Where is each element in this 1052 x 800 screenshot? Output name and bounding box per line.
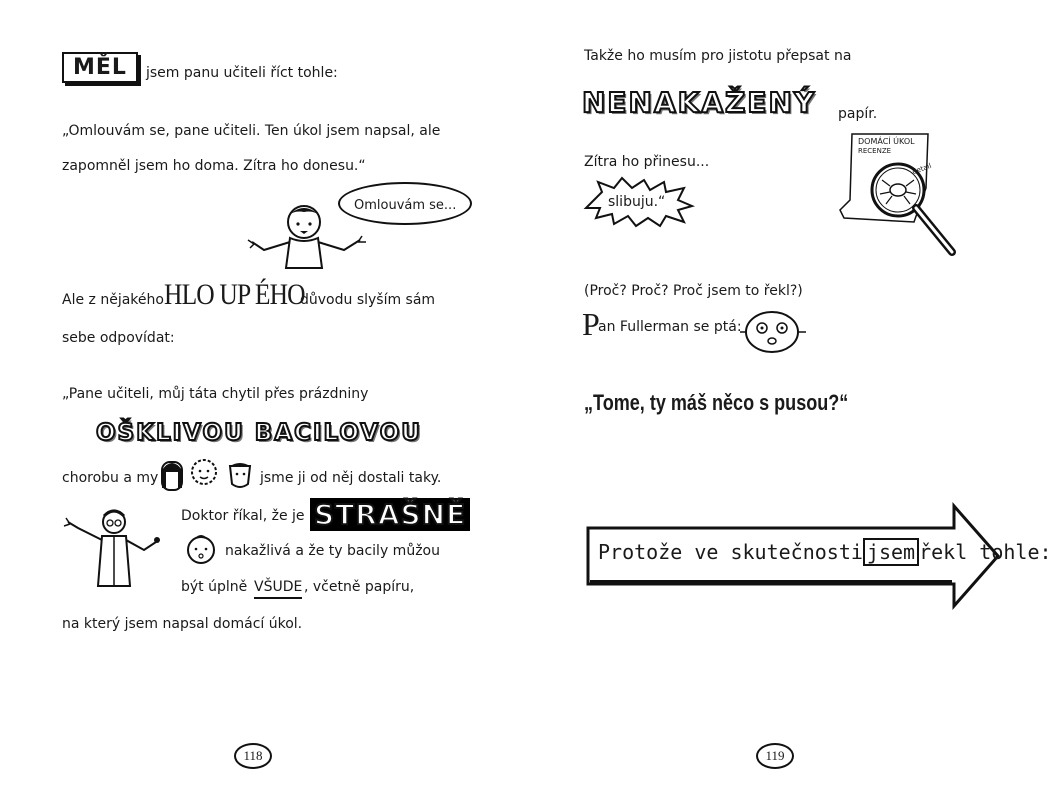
doctor-icon (60, 508, 168, 588)
left-line6: nakažlivá a že ty bacily můžou (225, 543, 440, 559)
right-line4-rest: an Fullerman se ptá: (598, 319, 742, 335)
arrow-text-pre: Protože ve skutečnosti (598, 540, 863, 564)
right-line2: Zítra ho přinesu... (584, 154, 710, 170)
left-line2-post: důvodu slyším sám (300, 292, 436, 308)
arrow-text-line (598, 540, 1052, 564)
slibuju-text: slibuju.“ (608, 194, 666, 210)
page-number-right: 119 (756, 743, 794, 769)
paper-label1: DOMÁCÍ ÚKOL (858, 137, 915, 146)
left-line7-post: , včetně papíru, (304, 579, 415, 595)
nenakazeny-word: NENAKAŽENÝ (582, 86, 817, 119)
arrow-text-post: řekl tohle: (919, 540, 1052, 564)
right-line4-initial: P (582, 306, 600, 342)
strasne-word: STRAŠNĚ (310, 498, 470, 531)
speech-bubble-text: Omlouvám se... (354, 198, 457, 213)
ugly-bacillus-word: OŠKLIVOU BACILOVOU (96, 420, 422, 446)
left-line5-pre: Doktor říkal, že je (181, 508, 305, 524)
paper-label3: detail (911, 161, 933, 177)
homework-magnifier-icon (838, 130, 962, 260)
paper-label2: RECENZE (858, 147, 892, 155)
left-quote1b: zapomněl jsem ho doma. Zítra ho donesu.“ (62, 158, 366, 174)
hloupeho-word: HLO UP ÉHO (164, 278, 305, 311)
jsem-boxed-word: jsem (863, 538, 919, 566)
boy-shrug-icon (244, 200, 374, 270)
left-line8: na který jsem napsal domácí úkol. (62, 616, 303, 632)
left-line1: jsem panu učiteli říct tohle: (146, 65, 338, 81)
page-number-left: 118 (234, 743, 272, 769)
family-faces-icon (158, 458, 254, 494)
teacher-face-icon (738, 308, 808, 356)
left-line7-pre: být úplně (181, 579, 248, 595)
mel-word-box: MĚL (62, 52, 138, 83)
right-line3: (Proč? Proč? Proč jsem to řekl?) (584, 283, 803, 299)
left-quote2a: „Pane učiteli, můj táta chytil přes prázdniny (62, 386, 369, 402)
vsude-word: VŠUDE (254, 579, 302, 599)
left-quote1a: „Omlouvám se, pane učiteli. Ten úkol jsem napsal, ale (62, 123, 441, 139)
baby-face-icon (181, 533, 221, 565)
left-line3: sebe odpovídat: (62, 330, 175, 346)
right-papir: papír. (838, 106, 878, 122)
left-line4-pre: chorobu a my (62, 470, 159, 486)
left-line4-post: jsme ji od něj dostali taky. (260, 470, 442, 486)
right-line1: Takže ho musím pro jistotu přepsat na (584, 48, 852, 64)
left-line2-pre: Ale z nějakého (62, 292, 164, 308)
tome-question: „Tome, ty máš něco s pusou?“ (584, 390, 849, 415)
